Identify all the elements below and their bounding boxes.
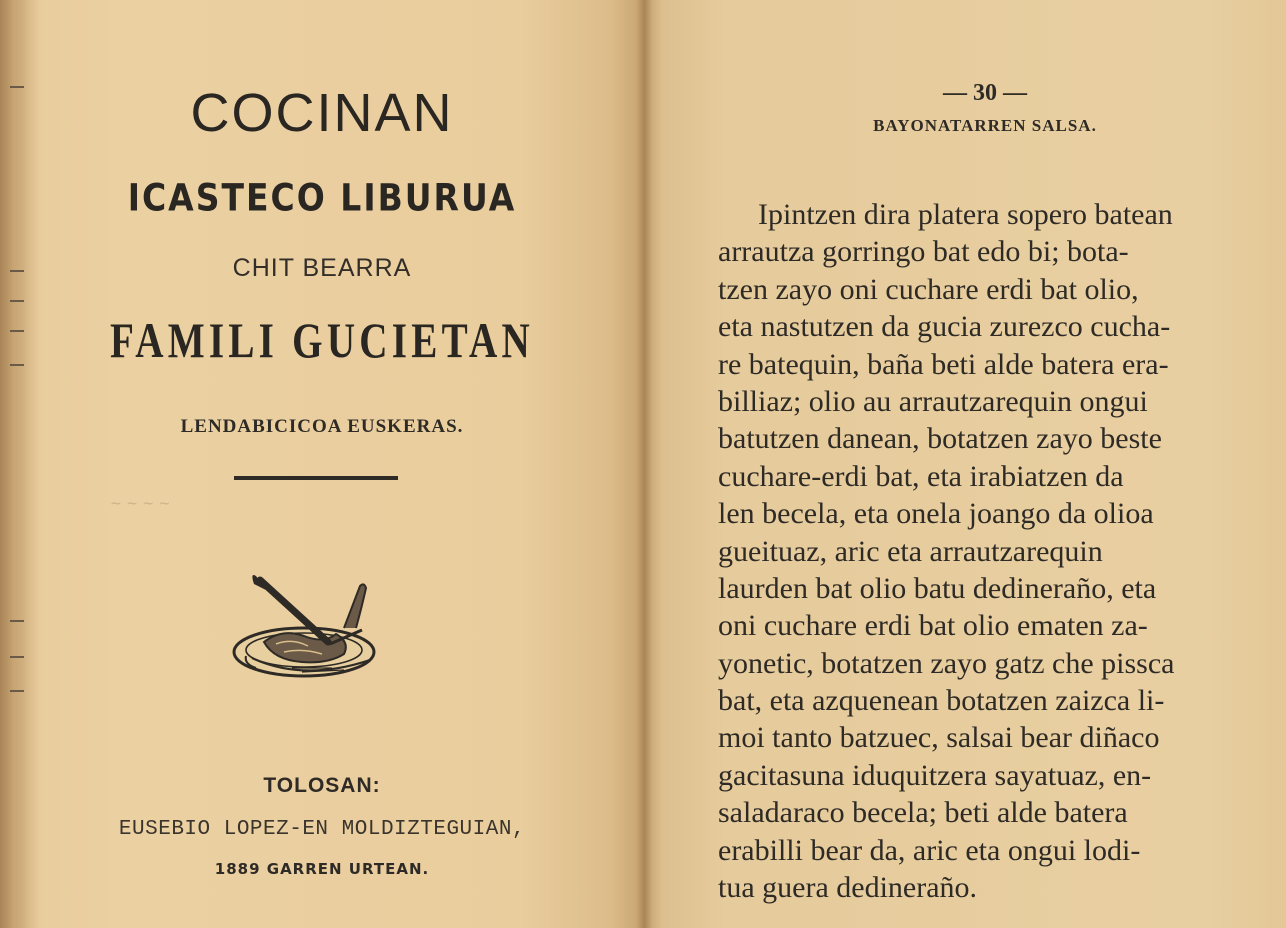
text-line: re batequin, baña beti alde batera era- [718, 347, 1169, 381]
title-cocinan: COCINAN [190, 83, 454, 143]
text-line: bat, eta azquenean botatzen zaizca li- [718, 684, 1165, 718]
imprint-year: 1889 GARREN URTEAN. [214, 860, 430, 878]
text-line: len becela, eta onela joango da olioa [718, 497, 1154, 531]
bleed-through-text: ~ ~ ~ ~ [110, 496, 171, 512]
text-line: tua guera dedineraño. [718, 871, 978, 905]
page-number: — 30 — [943, 80, 1027, 106]
recipe-body [718, 196, 1250, 906]
dish-illustration [232, 572, 394, 688]
text-line: tzen zayo oni cuchare erdi bat olio, [718, 272, 1139, 306]
text-line: moi tanto batzuec, salsai bear diñaco [718, 721, 1160, 755]
text-line: cuchare-erdi bat, eta irabiatzen da [718, 459, 1124, 493]
imprint-printer: EUSEBIO LOPEZ-EN MOLDIZTEGUIAN, [118, 818, 526, 841]
text-line: laurden bat olio batu dedineraño, eta [718, 571, 1157, 605]
title-famili-gucietan: FAMILI GUCIETAN [109, 312, 534, 369]
text-line: billiaz; olio au arrautzarequin ongui [718, 384, 1148, 418]
title-icasteco-liburua: ICASTECO LIBURUA [127, 175, 517, 220]
text-line: batutzen danean, botatzen zayo beste [718, 422, 1162, 456]
text-line: oni cuchare erdi bat olio ematen za- [718, 609, 1148, 643]
text-line: gacitasuna iduquitzera sayatuaz, en- [718, 758, 1152, 792]
book-gutter [636, 0, 652, 928]
text-line: gueituaz, aric eta arrautzarequin [718, 534, 1103, 568]
recipe-heading: BAYONATARREN SALSA. [873, 116, 1097, 135]
subtitle: LENDABICICOA EUSKERAS. [180, 416, 464, 437]
text-line: saladaraco becela; beti alde batera [718, 796, 1128, 830]
text-line: eta nastutzen da gucia zurezco cucha- [718, 310, 1171, 344]
text-line: erabilli bear da, aric eta ongui lodi- [718, 833, 1141, 867]
title-chit-bearra: CHIT BEARRA [232, 254, 412, 282]
text-line: Ipintzen dira platera sopero batean [758, 198, 1173, 231]
text-line: arrautza gorringo bat edo bi; bota- [718, 235, 1129, 269]
text-line: yonetic, botatzen zayo gatz che pissca [718, 646, 1175, 680]
title-rule [234, 476, 398, 480]
imprint-city: TOLOSAN: [263, 774, 381, 797]
